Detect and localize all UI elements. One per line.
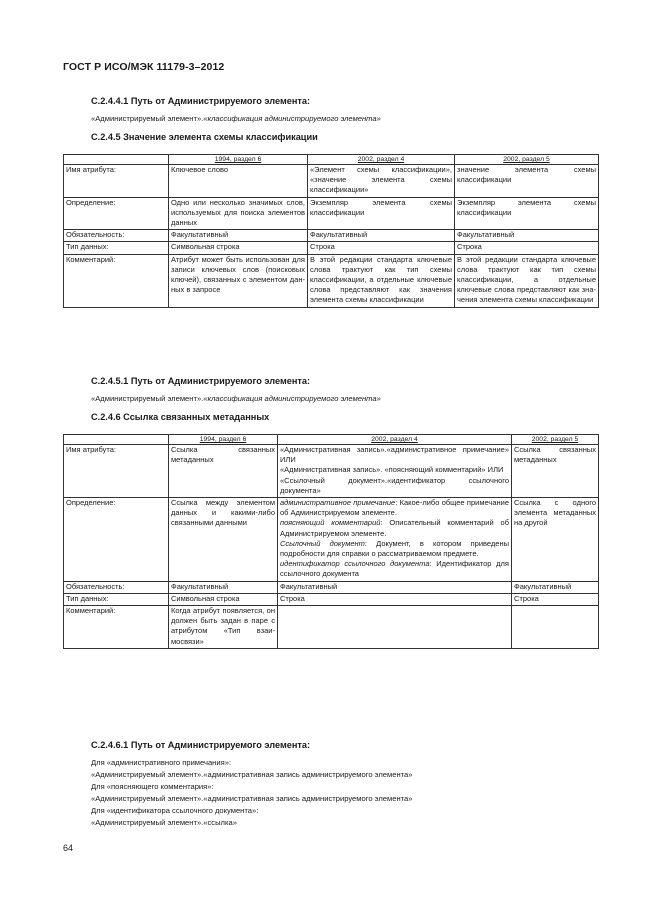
- table-cell: Ссылка связанных метаданных: [169, 445, 278, 498]
- row-label: Определение:: [64, 197, 169, 230]
- path-quoted: «Администрируемый элемент».: [91, 114, 204, 123]
- row-label: Обязательность:: [64, 230, 169, 242]
- related-metadata-table: [63, 434, 599, 649]
- cell-line: «Административная запись». «поясняющий комментарий» ИЛИ: [280, 465, 504, 475]
- table-header-cell: [64, 435, 169, 445]
- table-cell: Одно или несколько значимых слов, используемых для поиска элементов данных: [169, 197, 308, 230]
- section-heading-c246: С.2.4.6 Ссылка связанных метаданных: [91, 412, 270, 422]
- path-text-c2441: [91, 114, 381, 123]
- table-cell: [278, 606, 512, 649]
- table-cell: Факультативный: [455, 230, 599, 242]
- table-cell: Ссылка с одного элемента метаданных на другой: [512, 498, 599, 582]
- table-row: [64, 606, 599, 649]
- table-header-cell: 2002, раздел 4: [308, 155, 455, 165]
- table-header-cell: 2002, раздел 4: [278, 435, 512, 445]
- path-line: Для «административного примечания»:: [91, 758, 232, 767]
- table-cell: Факультативный: [512, 581, 599, 593]
- path-line: «Администрируемый элемент».«ссылка»: [91, 818, 237, 827]
- table-cell: [278, 445, 512, 498]
- path-text-c2451: [91, 394, 381, 403]
- path-quoted: «Администрируемый элемент».: [91, 394, 204, 403]
- table-row: [64, 165, 599, 198]
- table-cell: Ссылка связанных метаданных: [512, 445, 599, 498]
- table-cell: Ключевое слово: [169, 165, 308, 198]
- table-cell: Факультативный: [278, 581, 512, 593]
- definition-item: административное примечание: Какое-либо общее примечание об Администрируемом элементе.: [280, 498, 509, 518]
- table-cell: Строка: [278, 593, 512, 605]
- table-row: [64, 593, 599, 605]
- table-cell: «Элемент схемы классификации», «значение элемента схемы классификации»: [308, 165, 455, 198]
- table-row: [64, 445, 599, 498]
- path-italic: «классификация администрируемого элемента»: [203, 114, 381, 123]
- section-heading-c2451: С.2.4.5.1 Путь от Администрируемого элемента:: [91, 376, 311, 386]
- table-cell: [278, 498, 512, 582]
- table-cell: Символьная строка: [169, 593, 278, 605]
- table-cell: [512, 606, 599, 649]
- table-row: [64, 498, 599, 582]
- table-cell: Строка: [308, 242, 455, 254]
- definition-item: идентификатор ссылочного документа: Идентификатор для ссылочного документа: [280, 559, 509, 579]
- definition-item: Ссылочный документ: Документ, в котором приведены подробности для справки о рассматриваемом предмете.: [280, 538, 509, 559]
- table-cell: В этой редакции стандарта ключевые слова трактуют как тип схемы классификации, а отдельные ключевые слова представляют как значения элемента схемы классификации: [308, 254, 455, 307]
- section-heading-c2441: С.2.4.4.1 Путь от Администрируемого элемента:: [91, 96, 311, 106]
- table-header-cell: 1994, раздел 6: [169, 155, 308, 165]
- row-label: Тип данных:: [64, 593, 169, 605]
- path-line: Для «поясняющего комментария»:: [91, 782, 214, 791]
- path-line: «Администрируемый элемент».«административная запись администрируемого элемента»: [91, 770, 413, 779]
- table-row: [64, 197, 599, 230]
- table-header-row: [64, 435, 599, 445]
- row-label: Комментарий:: [64, 254, 169, 307]
- cell-line: «Ссылочный документ».«идентификатор ссылочного документа»: [280, 475, 509, 495]
- classification-value-table: [63, 154, 599, 308]
- section-heading-c2461: С.2.4.6.1 Путь от Администрируемого элемента:: [91, 740, 311, 750]
- row-label: Имя атрибута:: [64, 445, 169, 498]
- table-header-cell: 2002, раздел 5: [455, 155, 599, 165]
- path-italic: «классификация администрируемого элемента»: [203, 394, 381, 403]
- table-row: [64, 242, 599, 254]
- table-row: [64, 581, 599, 593]
- cell-line: «Административная запись».«административное примечание» ИЛИ: [280, 445, 509, 465]
- row-label: Имя атрибута:: [64, 165, 169, 198]
- table-header-cell: 2002, раздел 5: [512, 435, 599, 445]
- row-label: Комментарий:: [64, 606, 169, 649]
- path-line: Для «идентификатора ссылочного документа»:: [91, 806, 259, 815]
- table-cell: Когда атрибут появляется, он должен быть задан в паре с атрибутом «Тип взаимосвязи»: [169, 606, 278, 649]
- table-cell: В этой редакции стандарта ключевые слова трактуют как тип схемы классификации, а отдельные ключевые слова представляют как значения элемента схемы классификации: [455, 254, 599, 307]
- table-cell: Строка: [455, 242, 599, 254]
- path-line: «Администрируемый элемент».«административная запись администрируемого элемента»: [91, 794, 413, 803]
- table-row: [64, 254, 599, 307]
- table-header-cell: 1994, раздел 6: [169, 435, 278, 445]
- table-cell: Символьная строка: [169, 242, 308, 254]
- row-label: Обязательность:: [64, 581, 169, 593]
- table-cell: Факультативный: [308, 230, 455, 242]
- table-cell: Атрибут может быть использован для записи ключевых слов (поисковых ключей), связанных с элементом данных в запросе: [169, 254, 308, 307]
- table-cell: значение элемента схемы классификации: [455, 165, 599, 198]
- definition-item: поясняющий комментарий: Описательный комментарий об Администрируемом элементе.: [280, 518, 509, 538]
- row-label: Определение:: [64, 498, 169, 582]
- page-number: 64: [63, 843, 74, 853]
- table-cell: Ссылка между элементом данных и какими-либо связанными данными: [169, 498, 278, 582]
- standard-header: ГОСТ Р ИСО/МЭК 11179-3–2012: [63, 61, 225, 73]
- table-header-cell: [64, 155, 169, 165]
- table-cell: Строка: [512, 593, 599, 605]
- table-cell: Экземпляр элемента схемы классификации: [308, 197, 455, 230]
- table-row: [64, 230, 599, 242]
- table-cell: Факультативный: [169, 581, 278, 593]
- table-cell: Факультативный: [169, 230, 308, 242]
- row-label: Тип данных:: [64, 242, 169, 254]
- section-heading-c245: С.2.4.5 Значение элемента схемы классификации: [91, 132, 318, 142]
- table-cell: Экземпляр элемента схемы классификации: [455, 197, 599, 230]
- table-header-row: [64, 155, 599, 165]
